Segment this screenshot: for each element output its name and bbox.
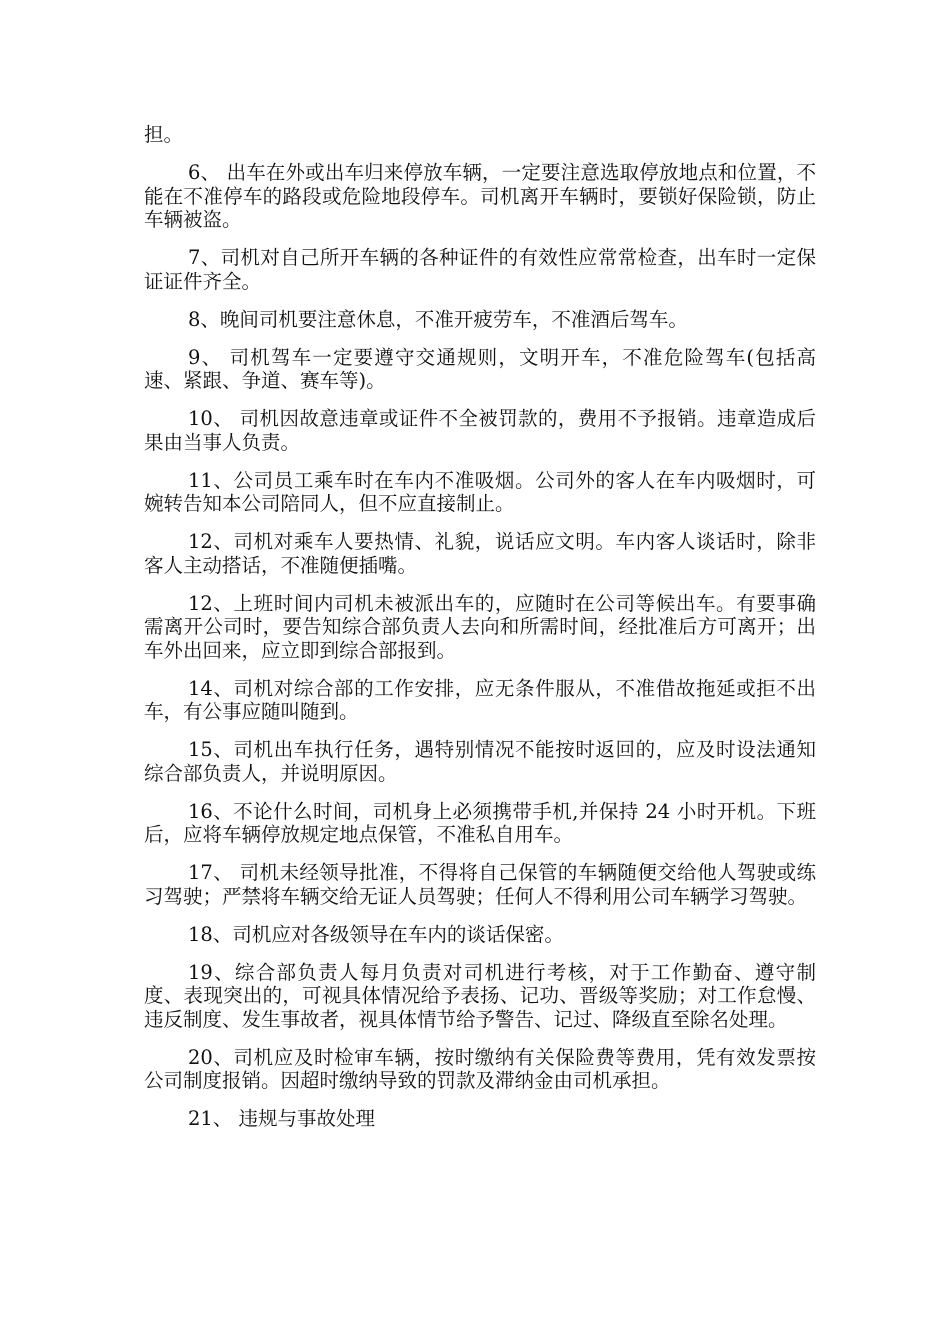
paragraph-item-18: 18、司机应对各级领导在车内的谈话保密。 <box>188 922 564 946</box>
paragraph-item-21: 21、 违规与事故处理 <box>188 1107 376 1130</box>
paragraph-item-12a: 12、司机对乘车人要热情、礼貌，说话应文明。车内客人谈话时，除非客人主动搭话，不准随便插嘴。 <box>144 530 816 577</box>
paragraph-continuation: 担。 <box>144 123 184 146</box>
paragraph-item-8: 8、晚间司机要注意休息，不准开疲劳车，不准酒后驾车。 <box>188 307 688 331</box>
paragraph-item-17: 17、 司机未经领导批准，不得将自己保管的车辆随便交给他人驾驶或练习驾驶；严禁将车辆交给无证人员驾驶；任何人不得利用公司车辆学习驾驶。 <box>144 861 816 908</box>
paragraph-item-16: 16、不论什么时间，司机身上必须携带手机,并保持 24 小时开机。下班后，应将车辆停放规定地点保管，不准私自用车。 <box>144 799 816 846</box>
paragraph-item-15: 15、司机出车执行任务，遇特别情况不能按时返回的，应及时设法通知综合部负责人，并说明原因。 <box>144 738 816 785</box>
document-body <box>144 123 816 1145</box>
paragraph-item-20: 20、司机应及时检审车辆，按时缴纳有关保险费等费用，凭有效发票按公司制度报销。因超时缴纳导致的罚款及滞纳金由司机承担。 <box>144 1045 816 1092</box>
paragraph-item-12b: 12、上班时间内司机未被派出车的，应随时在公司等候出车。有要事确需离开公司时，要告知综合部负责人去向和所需时间，经批准后方可离开；出车外出回来，应立即到综合部报到。 <box>144 591 816 662</box>
paragraph-item-11: 11、公司员工乘车时在车内不准吸烟。公司外的客人在车内吸烟时，可婉转告知本公司陪同人，但不应直接制止。 <box>144 468 816 515</box>
paragraph-item-9: 9、 司机驾车一定要遵守交通规则，文明开车，不准危险驾车(包括高速、紧跟、争道、赛车等)。 <box>144 345 816 392</box>
paragraph-item-7: 7、司机对自己所开车辆的各种证件的有效性应常常检查，出车时一定保证证件齐全。 <box>144 246 816 293</box>
paragraph-item-14: 14、司机对综合部的工作安排，应无条件服从，不准借故拖延或拒不出车，有公事应随叫随到。 <box>144 676 816 723</box>
paragraph-item-6: 6、 出车在外或出车归来停放车辆，一定要注意选取停放地点和位置，不能在不准停车的路段或危险地段停车。司机离开车辆时，要锁好保险锁，防止车辆被盗。 <box>144 161 816 231</box>
paragraph-item-10: 10、 司机因故意违章或证件不全被罚款的，费用不予报销。违章造成后果由当事人负责。 <box>144 407 816 454</box>
paragraph-item-19: 19、综合部负责人每月负责对司机进行考核，对于工作勤奋、遵守制度、表现突出的，可视具体情况给予表扬、记功、晋级等奖励；对工作怠慢、违反制度、发生事故者，视具体情节给予警告、记过、降级直至除名处理。 <box>144 960 816 1031</box>
